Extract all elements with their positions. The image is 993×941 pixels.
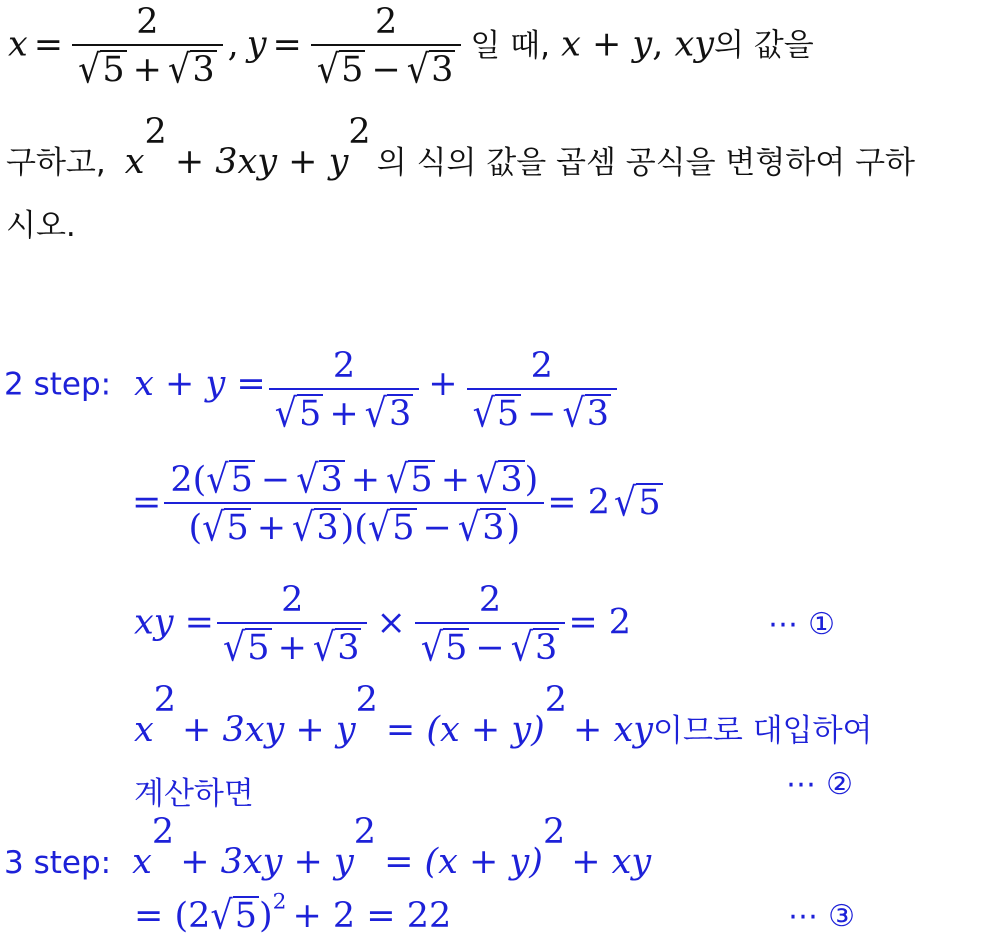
marker-1: ⋯ ① [768,607,836,642]
fraction-x: $\frac{2}{√5 + √3}$ [72,2,223,90]
problem-line-3: 시오. [6,208,76,244]
step2-simplify-line: = $\frac{2(√5 - √3 + √5 + √3)}{(√5 + √3)(√5 - √3)}$ = 2 √5 [132,457,661,551]
step3-final-line: = $(2√5)^2 + 2 = 22$ [134,889,452,939]
step2-calc-text: 계산하면 [134,776,254,812]
step2-sum-line: 2 step: x + y = $\frac{2}{√5 + √3}$ + $\frac{2}{√5 - √3}$ [4,346,620,434]
step2-product-line: xy = $\frac{2}{√5 + √3}$ × $\frac{2}{√5 - √3}$ = 2 [134,580,632,671]
marker-3: ⋯ ③ [788,899,856,934]
var-y: y [246,24,267,65]
text-when: 일 때, [470,27,550,64]
marker-2: ⋯ ② [786,767,854,802]
step3-label: 3 step: [4,844,112,881]
problem-line-1: x = $\frac{2}{√5 + √3}$ , y = $\frac{2}{√5 - √3}$ 일 때, x + y, xy의 값을 [8,2,814,93]
step2-label: 2 step: [4,366,112,403]
problem-line-2: 구하고, $x^2+ 3xy + y^2$의 식의 값을 곱셈 공식을 변형하여 구하 [6,112,915,182]
step2-identity-line: $x^2+ 3xy + y^2= (x + y)^2+$ xy이므로 대입하여 [134,680,873,750]
fraction-y: $\frac{2}{√5 - √3}$ [311,2,462,90]
var-x: x [8,24,28,65]
step3-line: 3 step: $x^2+ 3xy + y^2= (x + y)^2+$ xy [4,812,652,882]
